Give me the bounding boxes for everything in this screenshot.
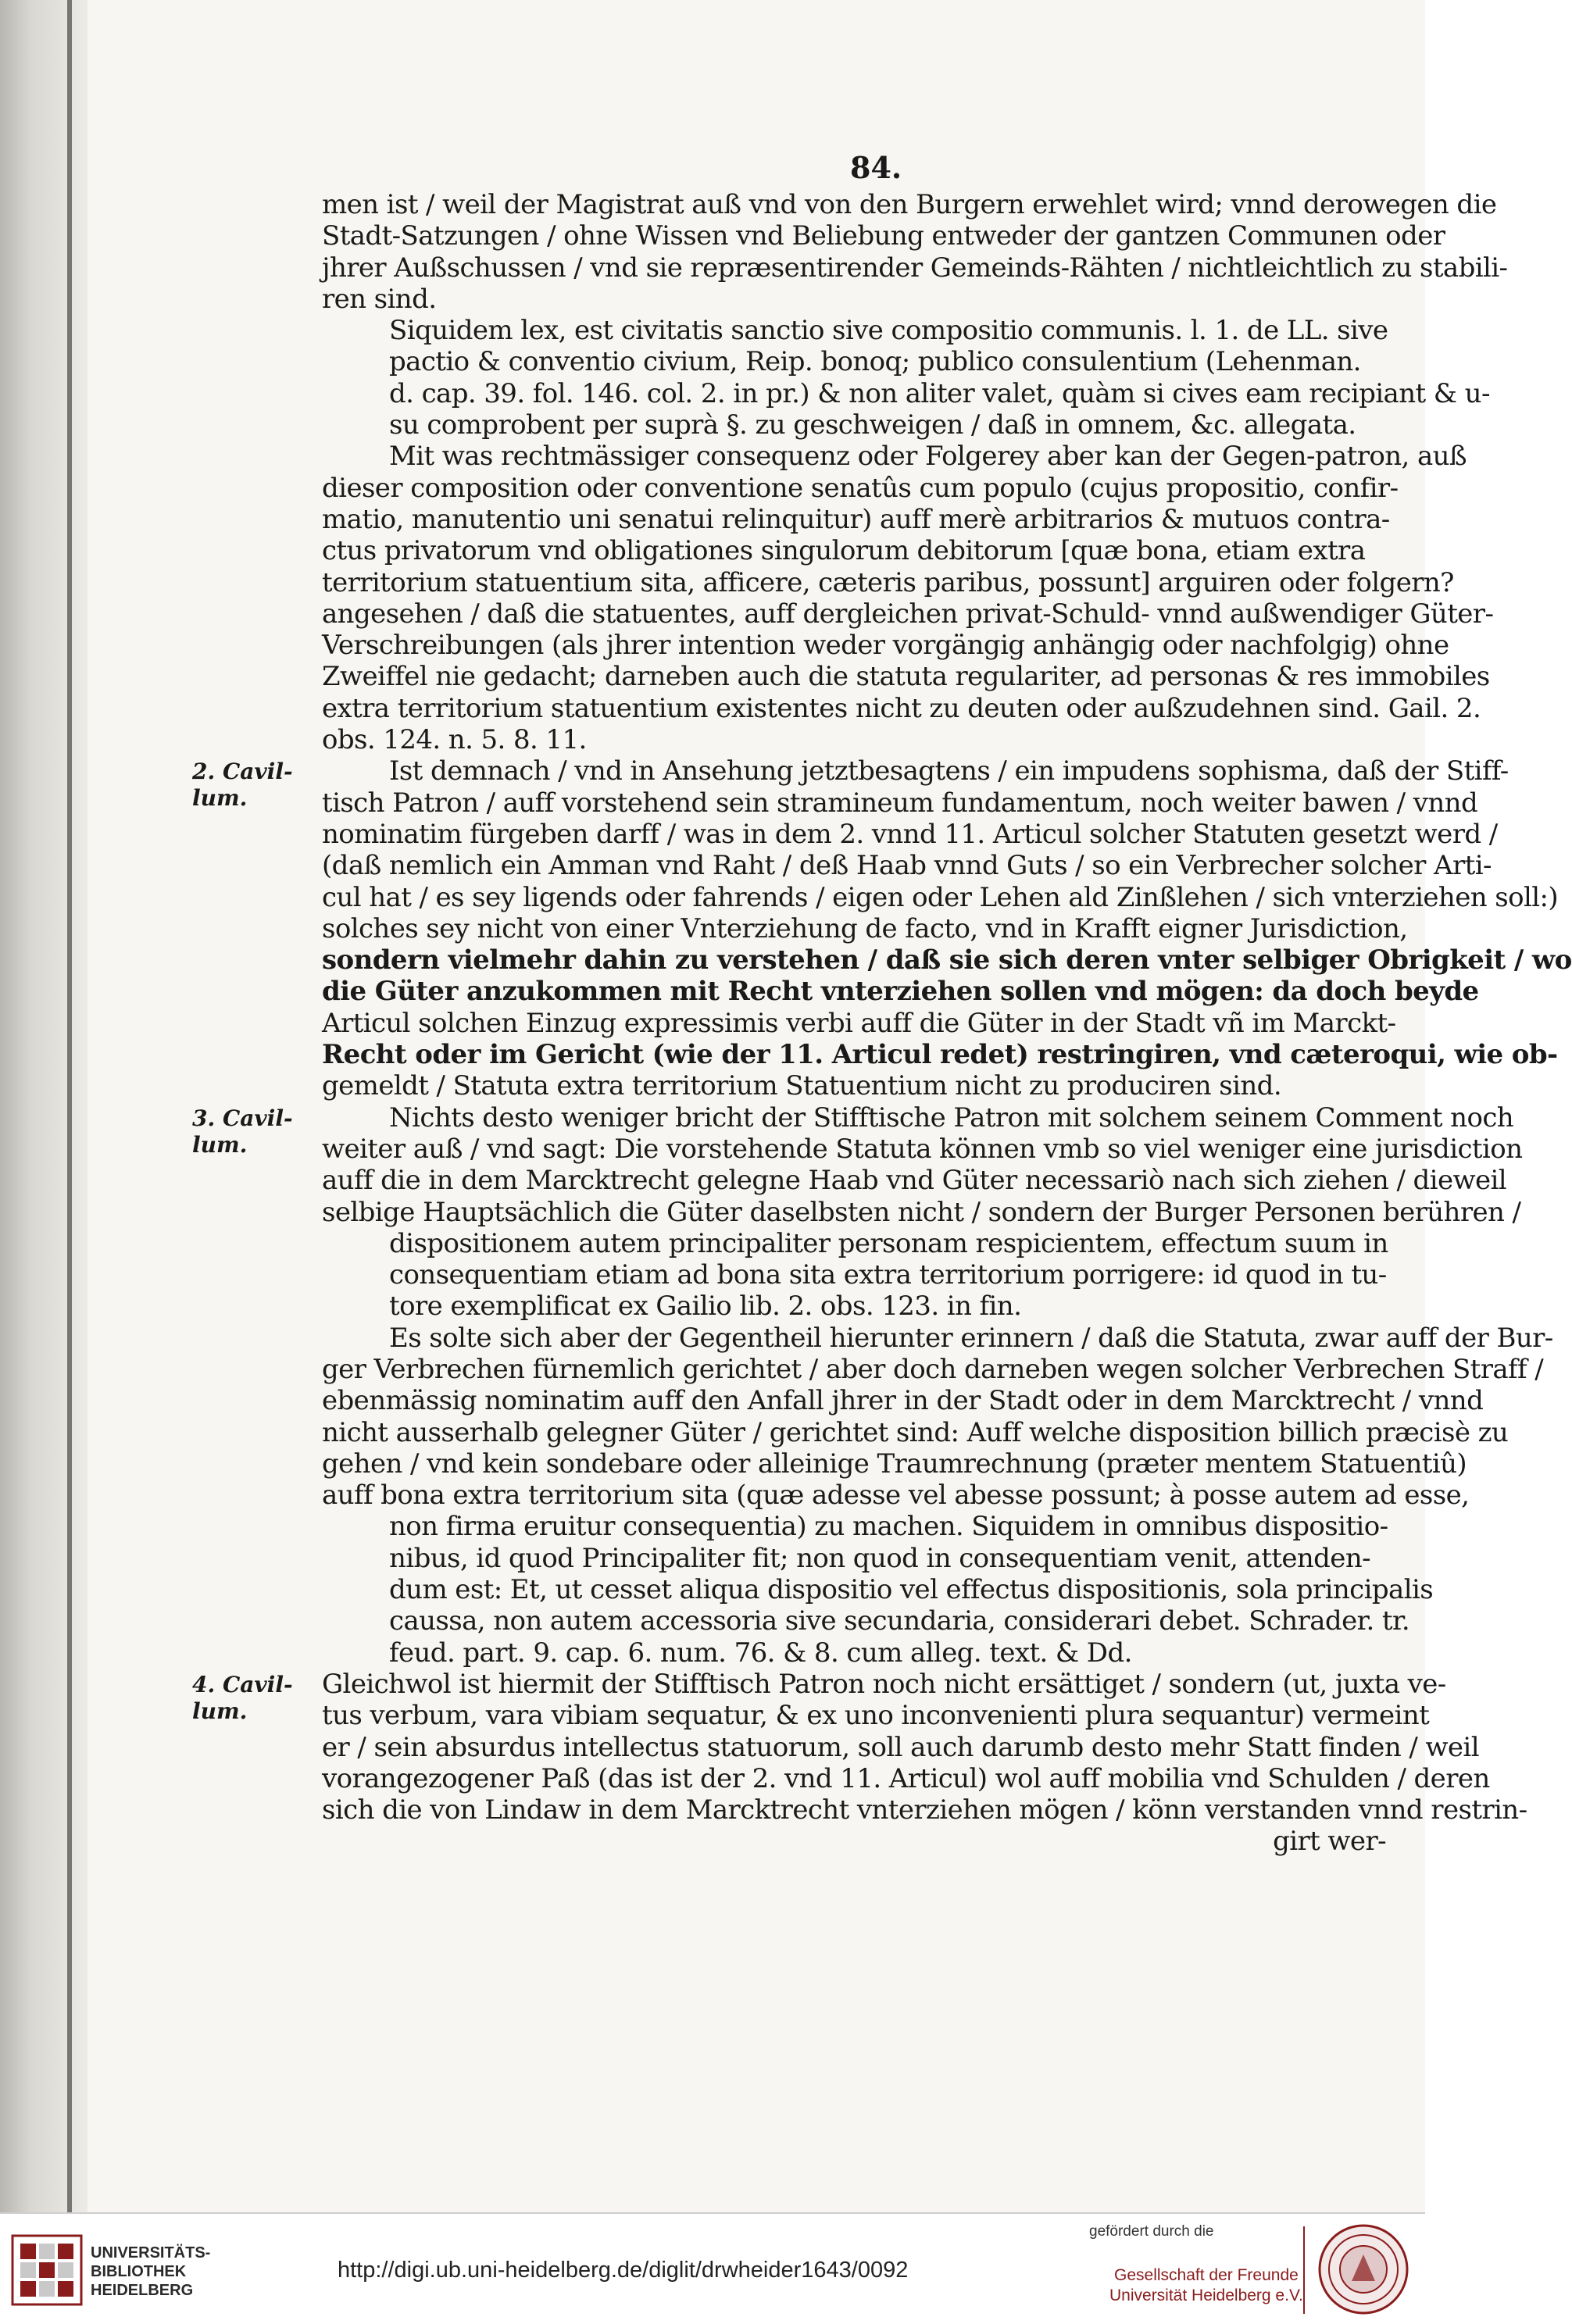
text-line: (daß nemlich ein Amman vnd Raht / deß Haab vnnd Guts / so ein Verbrecher solcher Arti- [322, 850, 1492, 882]
margin-note: 3. Cavil-lum. [192, 1105, 293, 1158]
library-name-line3: HEIDELBERG [91, 2282, 194, 2299]
text-line: vorangezogener Paß (das ist der 2. vnd 11. Articul) wol auff mobilia vnd Schulden / deren [322, 1762, 1490, 1794]
sponsor-divider [1303, 2226, 1305, 2314]
text-line: cul hat / es sey ligends oder fahrends / eigen oder Lehen ald Zinßlehen / sich vnterziehen soll:) [322, 881, 1559, 913]
text-line: er / sein absurdus intellectus statuorum, soll auch darumb desto mehr Statt finden / weil [322, 1731, 1479, 1763]
text-line: territorium statuentium sita, afficere, cæteris paribus, possunt] arguiren oder folgern? [322, 566, 1454, 598]
text-line: Articul solchen Einzug expressimis verbi auff die Güter in der Stadt vñ im Marckt- [322, 1007, 1396, 1039]
text-line: su comprobent per suprà §. zu geschweigen / daß in omnem, &c. allegata. [389, 409, 1356, 441]
sponsor-name-line2: Universität Heidelberg e.V. [1109, 2287, 1303, 2304]
text-line: pactio & conventio civium, Reip. bonoq; publico consulentium (Lehenman. [389, 346, 1361, 378]
text-line: caussa, non autem accessoria sive secundaria, considerari debet. Schrader. tr. [389, 1605, 1410, 1637]
text-line: auff die in dem Marcktrecht gelegne Haab vnd Güter necessariò nach sich ziehen / dieweil [322, 1165, 1507, 1197]
sponsor-name [1109, 2265, 1303, 2306]
text-line: weiter auß / vnd sagt: Die vorstehende Statuta können vmb so viel weniger eine jurisdiction [322, 1133, 1523, 1165]
text-line: ren sind. [322, 283, 437, 315]
text-line: sich die von Lindaw in dem Marcktrecht vnterziehen mögen / könn verstanden vnnd restrin- [322, 1794, 1527, 1826]
text-line: angesehen / daß die statuentes, auff dergleichen privat-Schuld- vnnd außwendiger Güter- [322, 598, 1494, 630]
text-line: Zweiffel nie gedacht; darneben auch die statuta regulariter, ad personas & res immobiles [322, 661, 1490, 693]
text-line: selbige Hauptsächlich die Güter daselbsten nicht / sondern der Burger Personen berühren / [322, 1196, 1521, 1228]
library-name-line1: UNIVERSITÄTS- [91, 2244, 211, 2262]
text-line: ger Verbrechen fürnemlich gerichtet / aber doch darneben wegen solcher Verbrechen Straff / [322, 1353, 1544, 1385]
text-line: Stadt-Satzungen / ohne Wissen vnd Beliebung entweder der gantzen Communen oder [322, 220, 1445, 252]
text-line: tus verbum, vara vibiam sequatur, & ex uno inconvenienti plura sequantur) vermeint [322, 1700, 1430, 1732]
text-line: matio, manutentio uni senatui relinquitur) auff merè arbitrarios & mutuos contra- [322, 503, 1390, 535]
text-line: dum est: Et, ut cesset aliqua dispositio vel effectus dispositionis, sola principalis [389, 1574, 1434, 1606]
text-line: gemeldt / Statuta extra territorium Statuentium nicht zu produciren sind. [322, 1070, 1282, 1102]
library-logo-icon [11, 2234, 83, 2306]
text-line: obs. 124. n. 5. 8. 11. [322, 724, 587, 756]
text-line: Mit was rechtmässiger consequenz oder Folgerey aber kan der Gegen-patron, auß [389, 441, 1467, 473]
text-line: men ist / weil der Magistrat auß vnd von den Burgern erwehlet wird; vnnd derowegen die [322, 189, 1497, 220]
text-line: die Güter anzukommen mit Recht vnterziehen sollen vnd mögen: da doch beyde [322, 976, 1479, 1008]
footer-bar [0, 2212, 1425, 2324]
text-line: nominatim fürgeben darff / was in dem 2. vnnd 11. Articul solcher Statuten gesetzt werd / [322, 818, 1498, 850]
university-seal-icon [1317, 2223, 1409, 2315]
text-line: girt wer- [1273, 1826, 1386, 1858]
margin-note: 2. Cavil-lum. [192, 759, 293, 812]
text-line: Nichts desto weniger bricht der Stifftische Patron mit solchem seinem Comment noch [389, 1101, 1514, 1133]
text-line: ebenmässig nominatim auff den Anfall jhrer in der Stadt oder in dem Marcktrecht / vnnd [322, 1385, 1484, 1417]
page-url-link[interactable]: http://digi.ub.uni-heidelberg.de/diglit/drwheider1643/0092 [338, 2258, 909, 2283]
text-line: auff bona extra territorium sita (quæ adesse vel abesse possunt; à posse autem ad esse, [322, 1480, 1470, 1512]
text-line: tore exemplificat ex Gailio lib. 2. obs. 123. in fin. [389, 1291, 1022, 1323]
text-line: consequentiam etiam ad bona sita extra territorium porrigere: id quod in tu- [389, 1259, 1387, 1291]
text-line: Es solte sich aber der Gegentheil hierunter erinnern / daß die Statuta, zwar auff der Bur- [389, 1322, 1553, 1354]
body-text [322, 189, 1572, 1858]
text-line: ctus privatorum vnd obligationes singulorum debitorum [quæ bona, etiam extra [322, 535, 1366, 567]
text-line: feud. part. 9. cap. 6. num. 76. & 8. cum alleg. text. & Dd. [389, 1637, 1132, 1669]
text-line: Gleichwol ist hiermit der Stifftisch Patron noch nicht ersättiget / sondern (ut, juxta ve- [322, 1668, 1446, 1700]
sponsor-heading: gefördert durch die [1089, 2223, 1214, 2240]
text-line: solches sey nicht von einer Vnterziehung de facto, vnd in Krafft eigner Jurisdiction, [322, 912, 1408, 944]
text-line: sondern vielmehr dahin zu verstehen / daß sie sich deren vnter selbiger Obrigkeit / wo [322, 944, 1572, 976]
text-line: dispositionem autem principaliter personam respicientem, effectum suum in [389, 1227, 1388, 1259]
text-line: nicht ausserhalb gelegner Güter / gerichtet sind: Auff welche disposition billich præcisè zu [322, 1416, 1509, 1448]
library-name-line2: BIBLIOTHEK [91, 2263, 187, 2280]
gutter-shadow [67, 0, 72, 2212]
text-line: d. cap. 39. fol. 146. col. 2. in pr.) & non aliter valet, quàm si cives eam recipiant & u- [389, 377, 1490, 409]
sponsor-name-line1: Gesellschaft der Freunde [1114, 2266, 1299, 2284]
text-line: Siquidem lex, est civitatis sanctio sive compositio communis. l. 1. de LL. sive [389, 315, 1388, 347]
text-line: jhrer Außschussen / vnd sie repræsentirender Gemeinds-Rähten / nichtleichtlich zu stabili- [322, 252, 1508, 284]
text-line: Ist demnach / vnd in Ansehung jetztbesagtens / ein impudens sophisma, daß der Stiff- [389, 755, 1509, 787]
book-gutter [0, 0, 88, 2212]
page-number: 84. [850, 150, 902, 185]
margin-note: 4. Cavil-lum. [192, 1672, 293, 1725]
text-line: Recht oder im Gericht (wie der 11. Articul redet) restringiren, vnd cæteroqui, wie ob- [322, 1039, 1558, 1071]
text-line: tisch Patron / auff vorstehend sein stramineum fundamentum, noch weiter bawen / vnnd [322, 787, 1478, 819]
text-line: gehen / vnd kein sondebare oder alleinige Traumrechnung (præter mentem Statuentiû) [322, 1448, 1467, 1480]
text-line: extra territorium statuentium existentes nicht zu deuten oder außzudehnen sind. Gail. 2. [322, 692, 1481, 724]
text-line: Verschreibungen (als jhrer intention weder vorgängig anhängig oder nachfolgig) ohne [322, 630, 1449, 662]
library-name [91, 2244, 210, 2300]
text-line: dieser composition oder conventione senatûs cum populo (cujus propositio, confir- [322, 472, 1399, 504]
text-line: non firma eruitur consequentia) zu machen. Siquidem in omnibus dispositio- [389, 1511, 1388, 1543]
text-line: nibus, id quod Principaliter fit; non quod in consequentiam venit, attenden- [389, 1542, 1371, 1574]
